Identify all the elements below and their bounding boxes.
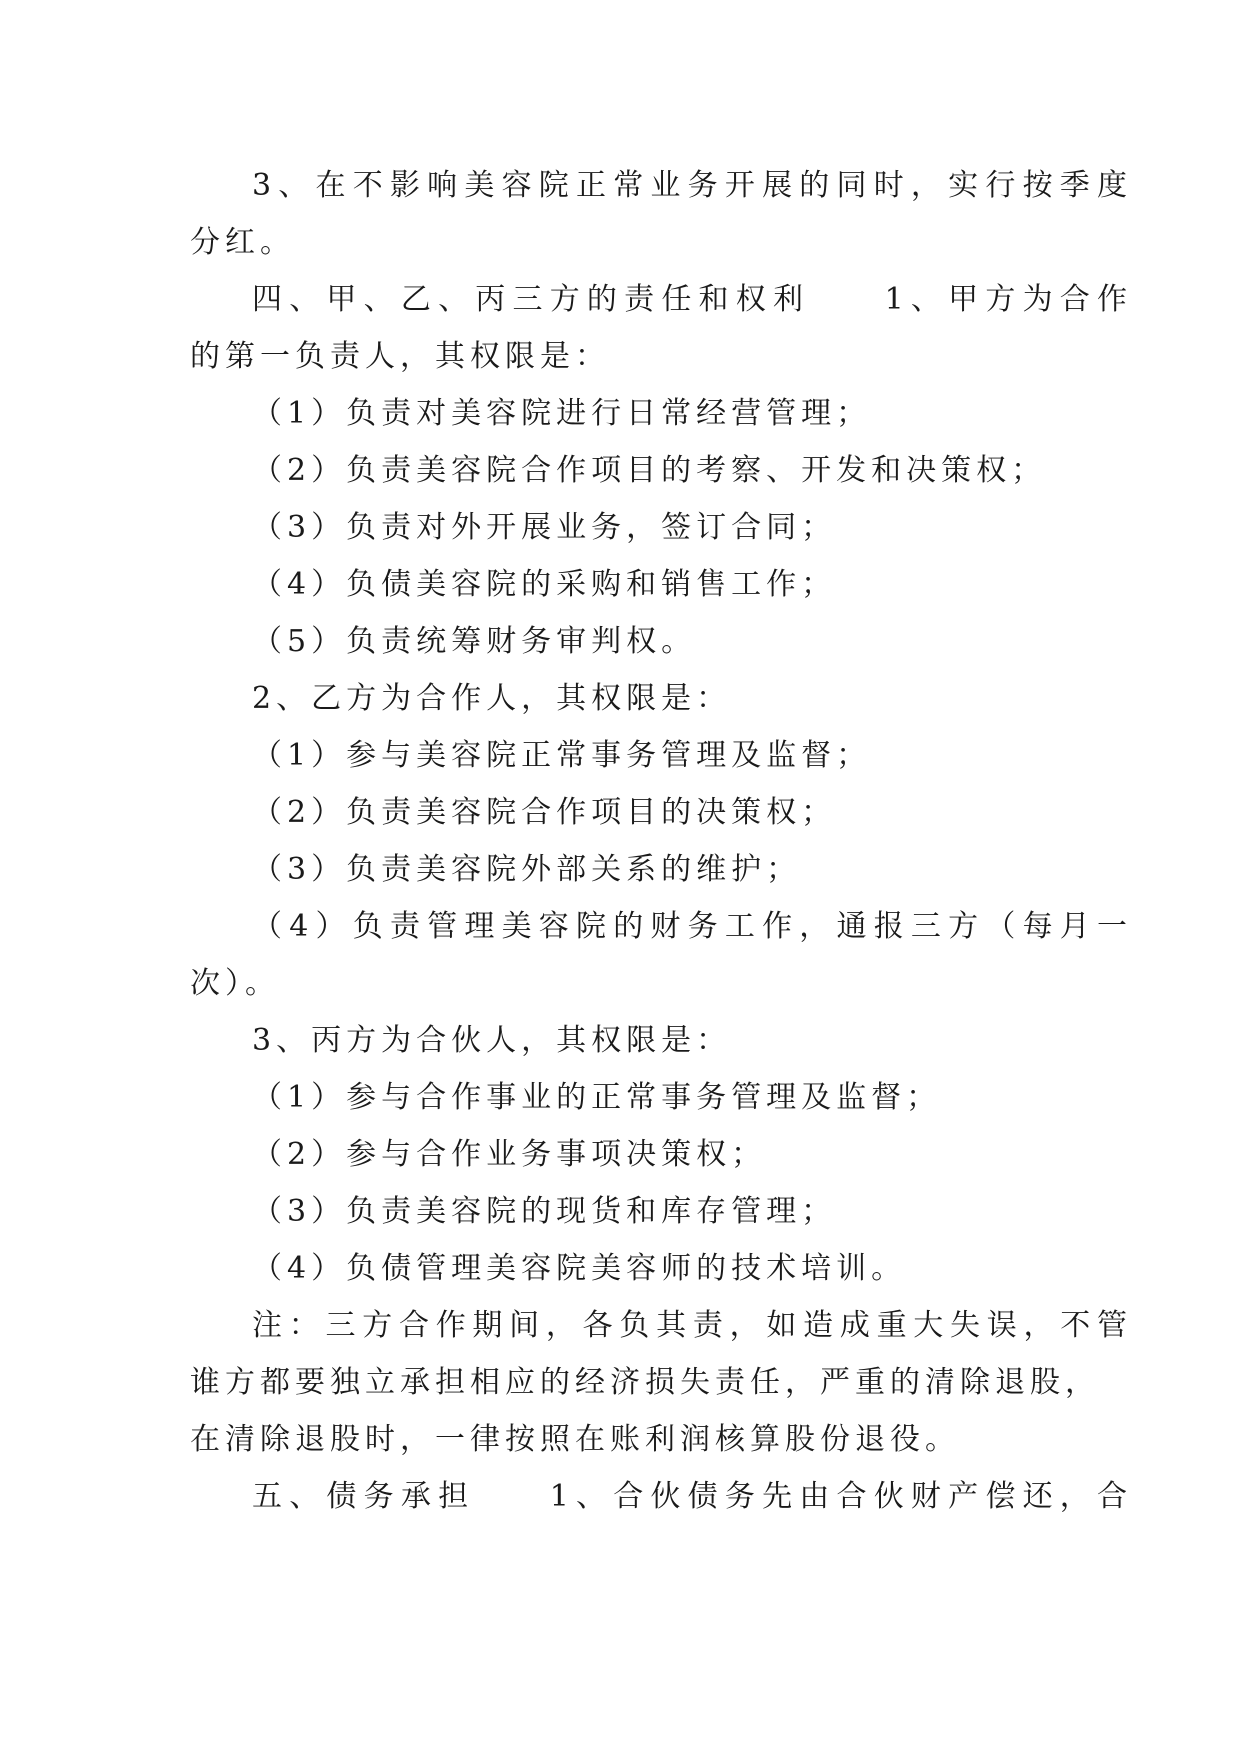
text-line: （2）负责美容院合作项目的考察、开发和决策权； (252, 453, 1047, 488)
text-line: 注：三方合作期间，各负其责，如造成重大失误，不管 (252, 1308, 1132, 1343)
text-line: （2）负责美容院合作项目的决策权； (252, 795, 837, 830)
text-line: （1）参与美容院正常事务管理及监督； (252, 738, 872, 773)
text-line: 3、在不影响美容院正常业务开展的同时，实行按季度 (252, 168, 1132, 203)
text-line: （4）负责管理美容院的财务工作，通报三方（每月一 (252, 909, 1132, 944)
text-line: （2）参与合作业务事项决策权； (252, 1137, 767, 1172)
text-line: （1）参与合作事业的正常事务管理及监督； (252, 1080, 942, 1115)
text-line: （3）负责对外开展业务，签订合同； (252, 510, 837, 545)
text-line: 分红。 (190, 225, 295, 260)
text-line: （4）负债美容院的采购和销售工作； (252, 567, 837, 602)
text-line: （3）负责美容院的现货和库存管理； (252, 1194, 837, 1229)
text-line: 的第一负责人，其权限是： (190, 339, 610, 374)
text-line: （5）负责统筹财务审判权。 (252, 624, 697, 659)
text-line: 在清除退股时，一律按照在账利润核算股份退役。 (190, 1422, 960, 1457)
text-line: 四、甲、乙、丙三方的责任和权利 1、甲方为合作 (252, 282, 1132, 317)
text-line: （3）负责美容院外部关系的维护； (252, 852, 802, 887)
text-line: 次）。 (190, 966, 280, 1001)
text-line: 五、债务承担 1、合伙债务先由合伙财产偿还，合 (252, 1479, 1132, 1514)
text-line: 谁方都要独立承担相应的经济损失责任，严重的清除退股， (190, 1365, 1100, 1400)
text-line: （4）负债管理美容院美容师的技术培训。 (252, 1251, 907, 1286)
text-line: 2、乙方为合作人，其权限是： (252, 681, 732, 716)
text-line: 3、丙方为合伙人，其权限是： (252, 1023, 732, 1058)
text-line: （1）负责对美容院进行日常经营管理； (252, 396, 872, 431)
